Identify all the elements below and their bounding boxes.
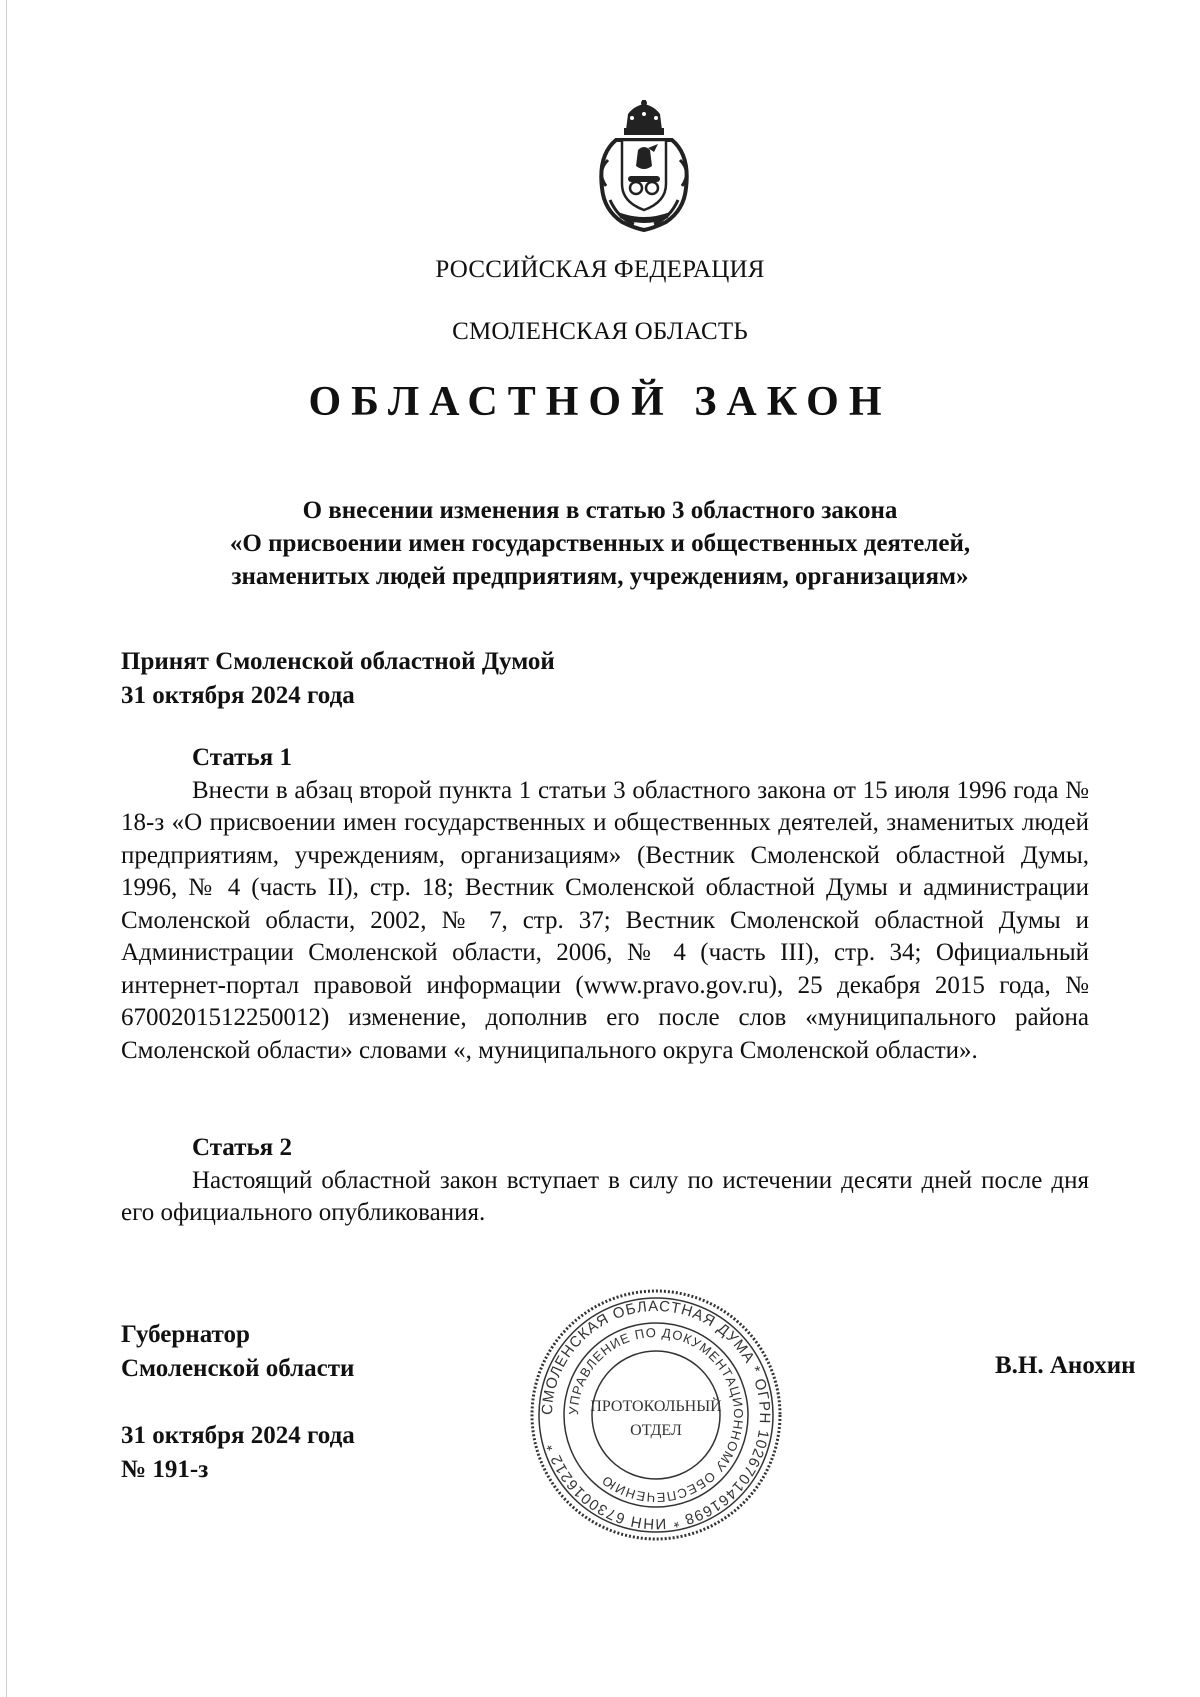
adoption-date: 31 октября 2024 года [121,682,355,709]
law-number: № 191-з [121,1456,209,1483]
article-2 [121,1132,1089,1230]
signature-block [121,1318,355,1487]
law-title [150,494,1050,593]
law-date: 31 октября 2024 года [121,1422,355,1449]
document-type-heading: ОБЛАСТНОЙ ЗАКОН [308,379,892,425]
adoption-note [121,645,555,713]
stamp-ring-text: СМОЛЕНСКАЯ ОБЛАСТНАЯ ДУМА * ОГРН 1026701461698 * ИНН 6730016212 * [538,1297,774,1533]
article-1 [121,742,1089,1067]
scan-edge-line [6,0,7,1697]
law-title-line: О внесении изменения в статью 3 областного закона [302,497,898,524]
region-heading: СМОЛЕНСКАЯ ОБЛАСТЬ [452,318,748,345]
adoption-body: Принят Смоленской областной Думой [121,648,555,675]
signer-position-region: Смоленской области [121,1355,355,1382]
article-text: Внести в абзац второй пункта 1 статьи 3 областного закона от 15 июля 1996 года № 18-з «О присвоении имен государственных и общественных деятелей, знаменитых людей предприятиям, учреждениям, организациям» (Вестник Смоленской областной Думы, 1996, № 4 (часть II), стр. 18; Вестник Смоленской областной Думы и администрации Смоленской области, 2002, № 7, стр. 37; Вестник Смоленской областной Думы и Администрации Смоленской области, 2006, № 4 (часть III), стр. 34; Официальный интернет-портал правовой информации (www.pravo.gov.ru), 25 декабря 2015 года, № 6700201512250012) изменение, дополнив его после слов «муниципального района Смоленской области» словами «, муниципального округа Смоленской области». [121,776,1089,1064]
law-title-line: знаменитых людей предприятиям, учреждениям, организациям» [231,563,969,590]
article-text: Настоящий областной закон вступает в силу по истечении десяти дней после дня его официального опубликования. [121,1166,1089,1226]
smolensk-coat-of-arms-icon [588,100,700,235]
signer-name: В.Н. Анохин [995,1352,1136,1379]
article-heading: Статья 1 [192,744,292,771]
official-stamp [526,1285,786,1545]
stamp-center-line1: ПРОТОКОЛЬНЫЙ [590,1398,722,1415]
law-title-line: «О присвоении имен государственных и общественных деятелей, [229,530,971,557]
article-heading: Статья 2 [192,1134,292,1161]
signer-position: Губернатор [121,1321,250,1348]
stamp-inner-text: УПРАВЛЕНИЕ ПО ДОКУМЕНТАЦИОННОМУ ОБЕСПЕЧЕНИЮ [565,1324,747,1506]
stamp-center-line2: ОТДЕЛ [630,1422,682,1439]
country-heading: РОССИЙСКАЯ ФЕДЕРАЦИЯ [435,256,765,283]
